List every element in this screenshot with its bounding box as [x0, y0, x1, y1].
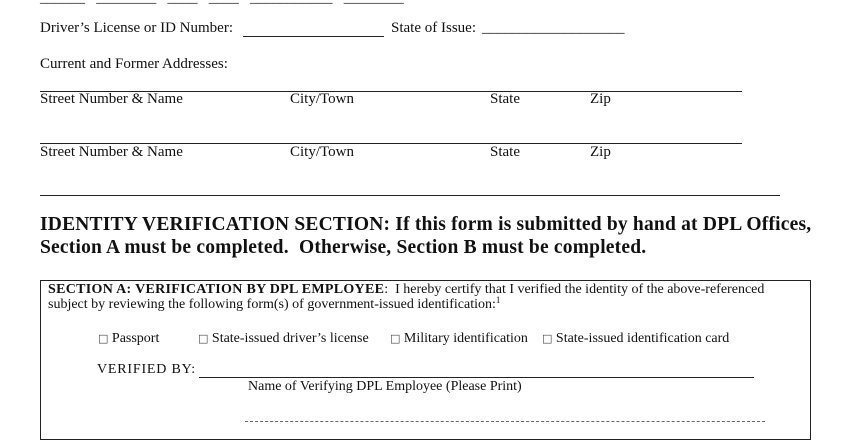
checkbox-icon[interactable]: □ [542, 332, 553, 345]
city-label: City/Town [290, 144, 354, 160]
footnote-marker: 1 [495, 295, 501, 305]
checkbox-icon[interactable]: □ [98, 332, 109, 345]
additional-address-field[interactable] [40, 195, 780, 196]
state-label: State [490, 144, 520, 160]
license-number-field[interactable] [243, 36, 384, 37]
option-passport-label: Passport [111, 331, 160, 346]
option-passport[interactable] [98, 332, 159, 346]
state-of-issue-field[interactable]: ___________________ [482, 20, 625, 36]
section-a-intro [48, 283, 764, 297]
section-a-text1: : I hereby certify that I verified the identity of the above-referenced [384, 282, 765, 297]
state-label: State [490, 91, 520, 107]
option-drivers-license-label: State-issued driver’s license [211, 331, 369, 346]
verified-by-caption: Name of Verifying DPL Employee (Please Print) [248, 379, 522, 394]
option-state-id-card[interactable] [542, 332, 729, 346]
section-a-title: SECTION A: VERIFICATION BY DPL EMPLOYEE [48, 282, 385, 297]
section-a-text2: subject by reviewing the following form(s) of government-issued identification: [48, 297, 496, 312]
zip-label: Zip [590, 144, 611, 160]
verified-by-field[interactable] [199, 377, 754, 378]
street-label: Street Number & Name [40, 144, 183, 160]
checkbox-icon[interactable]: □ [390, 332, 401, 345]
license-label: Driver’s License or ID Number: [40, 20, 233, 36]
addresses-heading: Current and Former Addresses: [40, 56, 228, 72]
top-cut-text [40, 0, 404, 6]
bottom-cut-line [245, 421, 765, 422]
section-a-text2-line [48, 295, 501, 312]
option-drivers-license[interactable] [198, 332, 369, 346]
checkbox-icon[interactable]: □ [198, 332, 209, 345]
option-military-id[interactable] [390, 332, 528, 346]
option-military-id-label: Military identification [403, 331, 528, 346]
state-of-issue-label: State of Issue: [391, 20, 476, 36]
identity-heading-line1: IDENTITY VERIFICATION SECTION: If this form is submitted by hand at DPL Offices, [40, 214, 812, 235]
identity-heading-line2: Section A must be completed. Otherwise, Section B must be completed. [40, 237, 647, 258]
street-label: Street Number & Name [40, 91, 183, 107]
verified-by-label: VERIFIED BY: [97, 362, 196, 377]
option-state-id-card-label: State-issued identification card [555, 331, 730, 346]
city-label: City/Town [290, 91, 354, 107]
zip-label: Zip [590, 91, 611, 107]
